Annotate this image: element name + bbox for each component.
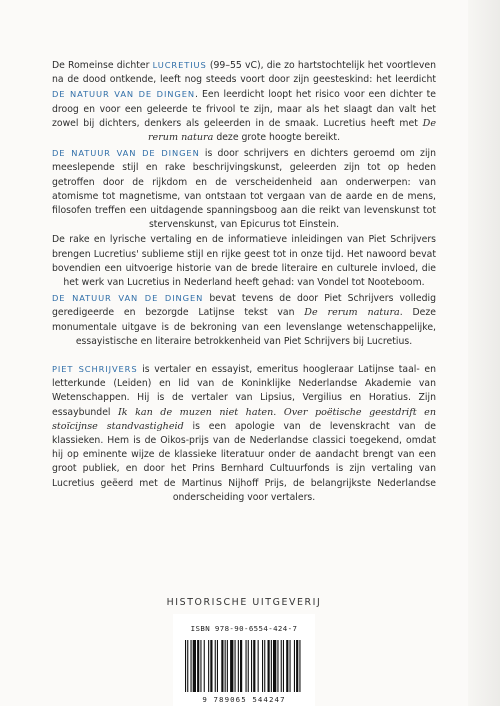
barcode-bar	[262, 640, 263, 692]
barcode-bar	[235, 640, 236, 692]
barcode-bar	[217, 640, 218, 692]
barcode-icon	[185, 640, 303, 694]
translator-bio: PIET SCHRIJVERS is vertaler en essayist, emeritus hoogleraar Latijnse taal- en letterkunde (Leiden) en lid van de Koninklijke Nederlandse Akademie van Wetenschappen. Hij is de vertaler van Lipsius, Vergilius en Horatius. Zijn essaybundel Ik kan de muzen niet haten. Over poëtische geestdrift en stoïcijnse standvastigheid is een apologie van de levenskracht van de klassieken. Hem is de Oikos-prijs van de Nederlandse classici toegekend, omdat hij op eminente wijze de klassieke literatuur onder de aandacht brengt van een groot publiek, en door het Prins Bernhard Cultuurfonds is zijn vertaling van Lucretius geëerd met de Martinus Nijhoff Prijs, de belangrijkste Nederlandse onderscheiding voor vertalers.	[52, 364, 437, 503]
barcode-bar	[290, 640, 291, 692]
ean-digits: 9 789065 544247	[202, 695, 286, 704]
barcode-bar	[210, 640, 212, 692]
barcode-bar	[246, 640, 247, 692]
barcode-bar	[197, 640, 199, 692]
book-title: DE NATUUR VAN DE DINGEN	[52, 148, 200, 159]
barcode-bar	[299, 640, 300, 692]
barcode-bar	[204, 640, 205, 692]
barcode-bar	[193, 640, 196, 692]
blurb-paragraph-1: De Romeinse dichter LUCRETIUS (99–55 vC), die zo hartstochtelijk het voortleven na de dood ontkende, leeft nog steeds voort door zijn geesteskind: het leerdicht DE NATUUR VAN DE DINGEN. Een leerdicht loopt het risico voor een dichter te droog en voor een geleerde te frivool te zijn, maar als het slaagt dan valt het zowel bij dichters, denkers als geleerden in de smaak. Lucretius heeft met De rerum natura deze grote hoogte bereikt.	[52, 60, 436, 144]
author-name: LUCRETIUS	[152, 60, 207, 70]
barcode-bar	[286, 640, 288, 692]
barcode-bar	[283, 640, 284, 692]
barcode-bar	[185, 640, 186, 692]
barcode-bar	[277, 640, 278, 692]
isbn-text: ISBN 978-90-6554-424-7	[190, 624, 298, 633]
barcode-bar	[208, 640, 209, 692]
barcode-bar	[227, 640, 228, 692]
book-title: DE NATUUR VAN DE DINGEN	[52, 89, 195, 100]
barcode-bar	[225, 640, 226, 692]
barcode-bar	[221, 640, 223, 692]
barcode-bar	[268, 640, 270, 692]
barcode-bar	[264, 640, 265, 692]
barcode-bar	[238, 640, 239, 692]
barcode-bar	[215, 640, 216, 692]
book-title: DE NATUUR VAN DE DINGEN	[52, 293, 204, 304]
barcode-bar	[294, 640, 295, 692]
latin-title: De rerum natura	[147, 117, 436, 144]
barcode-bar	[187, 640, 188, 692]
essay-collection-title: Ik kan de muzen niet haten. Over poëtische geestdrift en stoïcijnse standvastigheid	[52, 406, 437, 432]
translator-name: PIET SCHRIJVERS	[52, 364, 138, 375]
barcode-bar	[240, 640, 242, 692]
barcode-bar	[273, 640, 276, 692]
barcode-bar	[230, 640, 233, 692]
blurb-paragraph-4: DE NATUUR VAN DE DINGEN bevat tevens de door Piet Schrijvers volledig geredigeerde en bezorgde Latijnse tekst van De rerum natura. Deze monumentale uitgave is de bekroning van een levenslange wetenschappelijke, essayistische en literaire betrokkenheid van Piet Schrijvers bij Lucretius.	[52, 293, 437, 347]
publisher-name: HISTORISCHE UITGEVERIJ	[166, 597, 322, 608]
blurb-paragraph-2: DE NATUUR VAN DE DINGEN is door schrijvers en dichters geroemd om zijn meeslepende stijl en rake beschrijvingskunst, geleerden zijn tot op heden getroffen door de rijkdom en de verscheidenheid aan onderwerpen: van atomisme tot magnetisme, van ontstaan tot vergaan van de aarde en de mens, filosofen treffen een uitdagende spanningsboog aan die reikt van levenskunst tot stervenskunst, van Epicurus tot Einstein.	[52, 148, 436, 231]
barcode-bar	[271, 640, 272, 692]
barcode-bar	[251, 640, 252, 692]
blurb-text	[52, 58, 436, 505]
barcode-bar	[253, 640, 255, 692]
barcode-bar	[200, 640, 201, 692]
blurb-paragraph-3: De rake en lyrische vertaling en de informatieve inleidingen van Piet Schrijvers brengen Lucretius' sublieme stijl en rijke geest tot in onze tijd. Het nawoord bevat bovendien een uitvoerige historie van de brede literaire en culturele invloed, die het werk van Lucretius in Nederland heeft gehad: van Vondel tot Nooteboom.	[52, 234, 436, 289]
barcode-bar	[248, 640, 249, 692]
latin-title: De rerum natura	[304, 307, 400, 319]
barcode-area	[173, 614, 315, 706]
barcode-bar	[191, 640, 192, 692]
barcode-bar	[296, 640, 298, 692]
barcode-bar	[281, 640, 282, 692]
cover-edge-shading	[468, 0, 500, 706]
barcode-bar	[258, 640, 259, 692]
